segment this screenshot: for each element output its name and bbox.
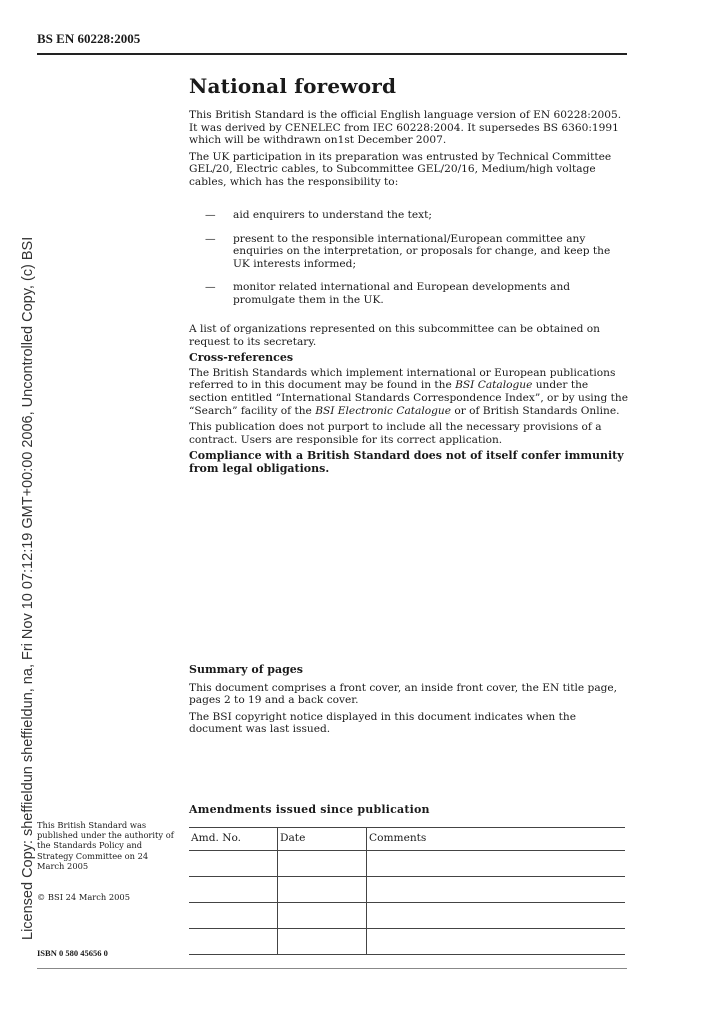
table-row: [189, 903, 625, 929]
amd-no-cell: [189, 877, 278, 903]
bullet-dash: —: [205, 232, 216, 245]
list-item: [205, 281, 625, 306]
column-header-date: Date: [278, 828, 367, 851]
list-item: [205, 233, 625, 271]
comments-cell: [367, 851, 626, 877]
publication-note: This British Standard was published under the authority of the Standards Policy and Strategy Committee on 24 March 2005: [37, 820, 174, 871]
bullet-dash: —: [205, 209, 216, 221]
document-code: BS EN 60228:2005: [37, 31, 141, 46]
foreword-paragraph: This British Standard is the official English language version of EN 60228:2005. It was derived by CENELEC from IEC 60228:2004. It supersedes BS 6360:1991 which will be withdrawn on1st December 2007.: [189, 109, 622, 147]
table-header-row: [189, 828, 625, 851]
date-cell: [278, 877, 367, 903]
date-cell: [278, 851, 367, 877]
column-header-amd-no: Amd. No.: [189, 828, 278, 851]
list-item: [205, 209, 625, 222]
list-item-text: present to the responsible international/European committee any enquiries on the interpretation, or proposals for change, and keep the UK interests informed;: [233, 232, 611, 270]
summary-paragraph: The BSI copyright notice displayed in this document indicates when the document was last issued.: [189, 710, 576, 736]
crossref-text: under the section entitled “International Standards Correspondence Index”, or by using the “Search” facility of the: [189, 379, 628, 417]
amendments-table: [189, 827, 625, 955]
footer-rule: [37, 968, 627, 969]
compliance-statement: Compliance with a British Standard does not of itself confer immunity from legal obligations.: [189, 449, 624, 475]
comments-cell: [367, 929, 626, 955]
amd-no-cell: [189, 851, 278, 877]
bsi-catalogue-ref: BSI Catalogue: [455, 379, 533, 392]
foreword-intro: [189, 109, 629, 189]
foreword-paragraph: A list of organizations represented on this subcommittee can be obtained on request to its secretary.: [189, 323, 600, 348]
table-row: [189, 929, 625, 955]
summary-section: [189, 664, 629, 736]
crossref-paragraph: [189, 367, 629, 417]
crossref-text: or of British Standards Online.: [450, 404, 620, 417]
responsibility-list: [205, 209, 625, 307]
summary-paragraph: This document comprises a front cover, an inside front cover, the EN title page, pages 2 to 19 and a back cover.: [189, 681, 618, 707]
crossref-heading: Cross-references: [189, 351, 294, 365]
crossref-text: The British Standards which implement international or European publications referred to in this document may be found in the: [189, 366, 616, 392]
isbn: ISBN 0 580 45656 0: [37, 948, 108, 958]
copyright-notice: © BSI 24 March 2005: [37, 892, 130, 902]
amd-no-cell: [189, 903, 278, 929]
comments-cell: [367, 903, 626, 929]
list-item-text: aid enquirers to understand the text;: [233, 209, 432, 221]
list-item-text: monitor related international and European developments and promulgate them in the UK.: [233, 281, 571, 306]
date-cell: [278, 929, 367, 955]
column-header-comments: Comments: [367, 828, 626, 851]
header-rule: [37, 53, 627, 55]
bullet-dash: —: [205, 281, 216, 294]
foreword-body: [189, 323, 629, 476]
date-cell: [278, 903, 367, 929]
bsi-electronic-catalogue-ref: BSI Electronic Catalogue: [315, 404, 451, 417]
comments-cell: [367, 877, 626, 903]
table-row: [189, 877, 625, 903]
summary-heading: Summary of pages: [189, 663, 303, 676]
amd-no-cell: [189, 929, 278, 955]
license-stamp: Licensed Copy: sheffieldun sheffieldun, na, Fri Nov 10 07:12:19 GMT+00:00 2006, Uncontrolled Copy, (c) BSI: [20, 236, 36, 940]
table-row: [189, 851, 625, 877]
crossref-paragraph: This publication does not purport to include all the necessary provisions of a contract. Users are responsible for its correct application.: [189, 421, 602, 446]
page-title: National foreword: [189, 74, 397, 98]
amendments-heading: Amendments issued since publication: [189, 803, 430, 816]
foreword-paragraph: The UK participation in its preparation was entrusted by Technical Committee GEL/20, Electric cables, to Subcommittee GEL/20/16, Medium/high voltage cables, which has the responsibility to:: [189, 150, 612, 188]
